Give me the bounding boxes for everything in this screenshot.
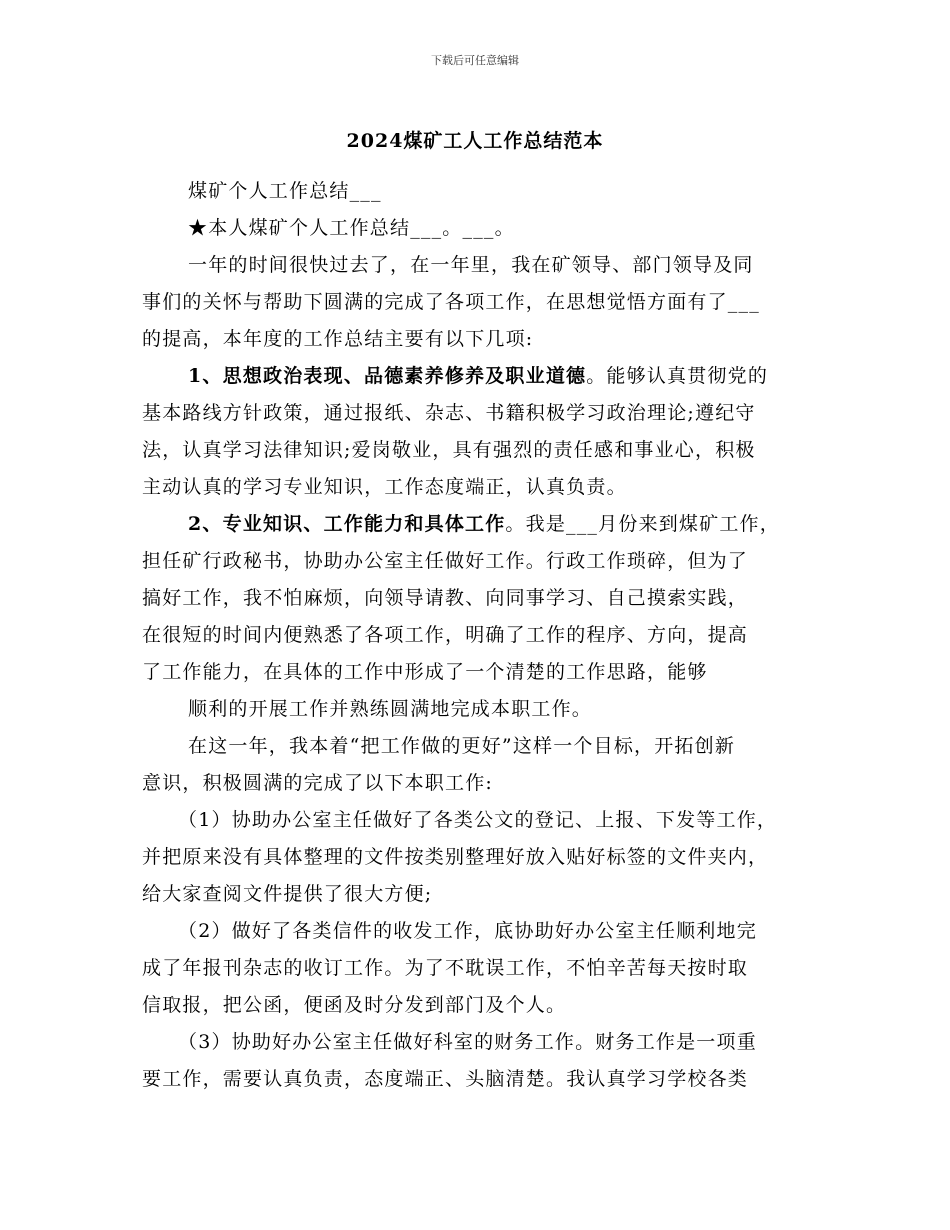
paragraph-line xyxy=(188,361,768,388)
paragraph-line: 了工作能力，在具体的工作中形成了一个清楚的工作思路，能够 xyxy=(142,661,708,683)
paragraph-line: 事们的关怀与帮助下圆满的完成了各项工作，在思想觉悟方面有了___ xyxy=(142,291,760,313)
paragraph-line: 并把原来没有具体整理的文件按类别整理好放入贴好标签的文件夹内， xyxy=(142,846,769,868)
paragraph-line: 煤矿个人工作总结___ xyxy=(188,180,382,202)
paragraph-line: 法，认真学习法律知识;爱岗敬业，具有强烈的责任感和事业心，积极 xyxy=(142,439,756,461)
paragraph-line: 顺利的开展工作并熟练圆满地完成本职工作。 xyxy=(188,698,593,720)
paragraph-line: 意识，积极圆满的完成了以下本职工作: xyxy=(142,772,494,794)
header-note: 下载后可任意编辑 xyxy=(431,54,519,67)
paragraph-line: 要工作，需要认真负责，态度端正、头脑清楚。我认真学习学校各类 xyxy=(142,1068,749,1090)
paragraph-line: 的提高，本年度的工作总结主要有以下几项: xyxy=(142,328,534,350)
paragraph-text: 。能够认真贯彻党的 xyxy=(586,365,769,387)
paragraph-line xyxy=(188,509,780,536)
paragraph-line: 搞好工作，我不怕麻烦，向领导请教、向同事学习、自己摸索实践， xyxy=(142,587,749,609)
paragraph-line: ★本人煤矿个人工作总结___。___。 xyxy=(188,217,515,239)
section-heading: 2、专业知识、工作能力和具体工作 xyxy=(188,513,506,535)
paragraph-line: 基本路线方针政策，通过报纸、杂志、书籍积极学习政治理论;遵纪守 xyxy=(142,402,756,424)
paragraph-line: （1）协助办公室主任做好了各类公文的登记、上报、下发等工作， xyxy=(178,809,778,831)
paragraph-line: 成了年报刊杂志的收订工作。为了不耽误工作，不怕辛苦每天按时取 xyxy=(142,957,749,979)
paragraph-line: 信取报，把公函，便函及时分发到部门及个人。 xyxy=(142,994,567,1016)
paragraph-line: 在很短的时间内便熟悉了各项工作，明确了工作的程序、方向，提高 xyxy=(142,624,749,646)
paragraph-line: 在这一年，我本着“把工作做的更好”这样一个目标，开拓创新 xyxy=(188,735,736,757)
paragraph-line: （2）做好了各类信件的收发工作，底协助好办公室主任顺利地完 xyxy=(178,920,757,942)
paragraph-text: 。我是___月份来到煤矿工作， xyxy=(505,513,780,535)
paragraph-line: 给大家查阅文件提供了很大方便; xyxy=(142,883,433,905)
paragraph-line: 担任矿行政秘书，协助办公室主任做好工作。行政工作琐碎，但为了 xyxy=(142,550,749,572)
paragraph-line: 主动认真的学习专业知识，工作态度端正，认真负责。 xyxy=(142,476,627,498)
paragraph-line: 一年的时间很快过去了，在一年里，我在矿领导、部门领导及同 xyxy=(188,254,754,276)
document-title: 2024煤矿工人工作总结范本 xyxy=(346,130,604,152)
paragraph-line: （3）协助好办公室主任做好科室的财务工作。财务工作是一项重 xyxy=(178,1031,757,1053)
section-heading: 1、思想政治表现、品德素养修养及职业道德 xyxy=(188,365,587,387)
